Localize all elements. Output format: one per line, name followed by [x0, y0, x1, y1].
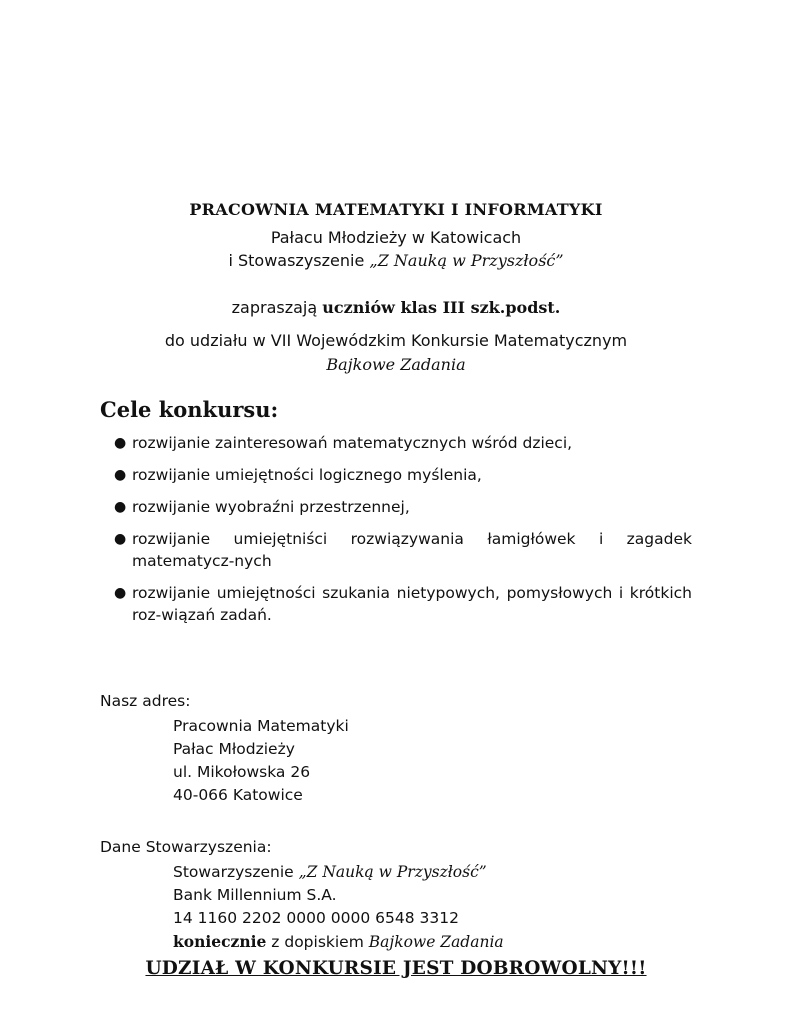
list-item: ● rozwijanie umiejętniści rozwiązywania łamigłówek i zagadek matematycz-nych	[114, 530, 692, 570]
invite-line	[100, 298, 692, 317]
invite-target: uczniów klas III szk.podst.	[322, 298, 561, 317]
address-line: 40-066 Katowice	[173, 786, 303, 804]
bullet-icon: ●	[114, 499, 127, 515]
association-prefix: i Stowaszyszenie	[228, 251, 365, 270]
address-label: Nasz adres:	[100, 692, 191, 710]
bullet-icon: ●	[114, 531, 127, 547]
transfer-note: koniecznie z dopiskiem Bajkowe Zadania	[173, 932, 504, 951]
account-number: 14 1160 2202 0000 0000 6548 3312	[173, 909, 459, 927]
voluntary-notice: UDZIAŁ W KONKURSIE JEST DOBROWOLNY!!!	[145, 958, 647, 979]
address-line: Pracownia Matematyki	[173, 717, 349, 735]
participation-line: do udziału w VII Wojewódzkim Konkursie Matematycznym	[164, 331, 628, 350]
address-block	[173, 715, 349, 807]
association-block	[173, 861, 504, 954]
address-line: Pałac Młodzieży	[173, 740, 295, 758]
list-item: ● rozwijanie zainteresowań matematycznych wśród dzieci,	[114, 434, 573, 452]
address-line: ul. Mikołowska 26	[173, 763, 311, 781]
association-name: „Z Nauką w Przyszłość”	[369, 251, 564, 270]
list-item: ● rozwijanie wyobraźni przestrzennej,	[114, 498, 410, 516]
association-name-line: Stowarzyszenie „Z Nauką w Przyszłość”	[173, 863, 487, 881]
bullet-icon: ●	[114, 435, 127, 451]
institution-line: Pałacu Młodzieży w Katowicach	[270, 228, 522, 247]
association-line	[100, 251, 692, 270]
goals-heading: Cele konkursu:	[100, 397, 279, 422]
goals-list	[114, 432, 692, 636]
list-item: ● rozwijanie umiejętności szukania nietypowych, pomysłowych i krótkich roz-wiązań zadań.	[114, 584, 692, 624]
bullet-icon: ●	[114, 585, 127, 601]
contest-name: Bajkowe Zadania	[326, 355, 466, 374]
list-item: ● rozwijanie umiejętności logicznego myślenia,	[114, 466, 482, 484]
bullet-icon: ●	[114, 467, 127, 483]
invite-prefix: zapraszają	[231, 298, 318, 317]
association-label: Dane Stowarzyszenia:	[100, 838, 272, 856]
bank-name: Bank Millennium S.A.	[173, 886, 337, 904]
organization-title: PRACOWNIA MATEMATYKI I INFORMATYKI	[189, 200, 603, 219]
